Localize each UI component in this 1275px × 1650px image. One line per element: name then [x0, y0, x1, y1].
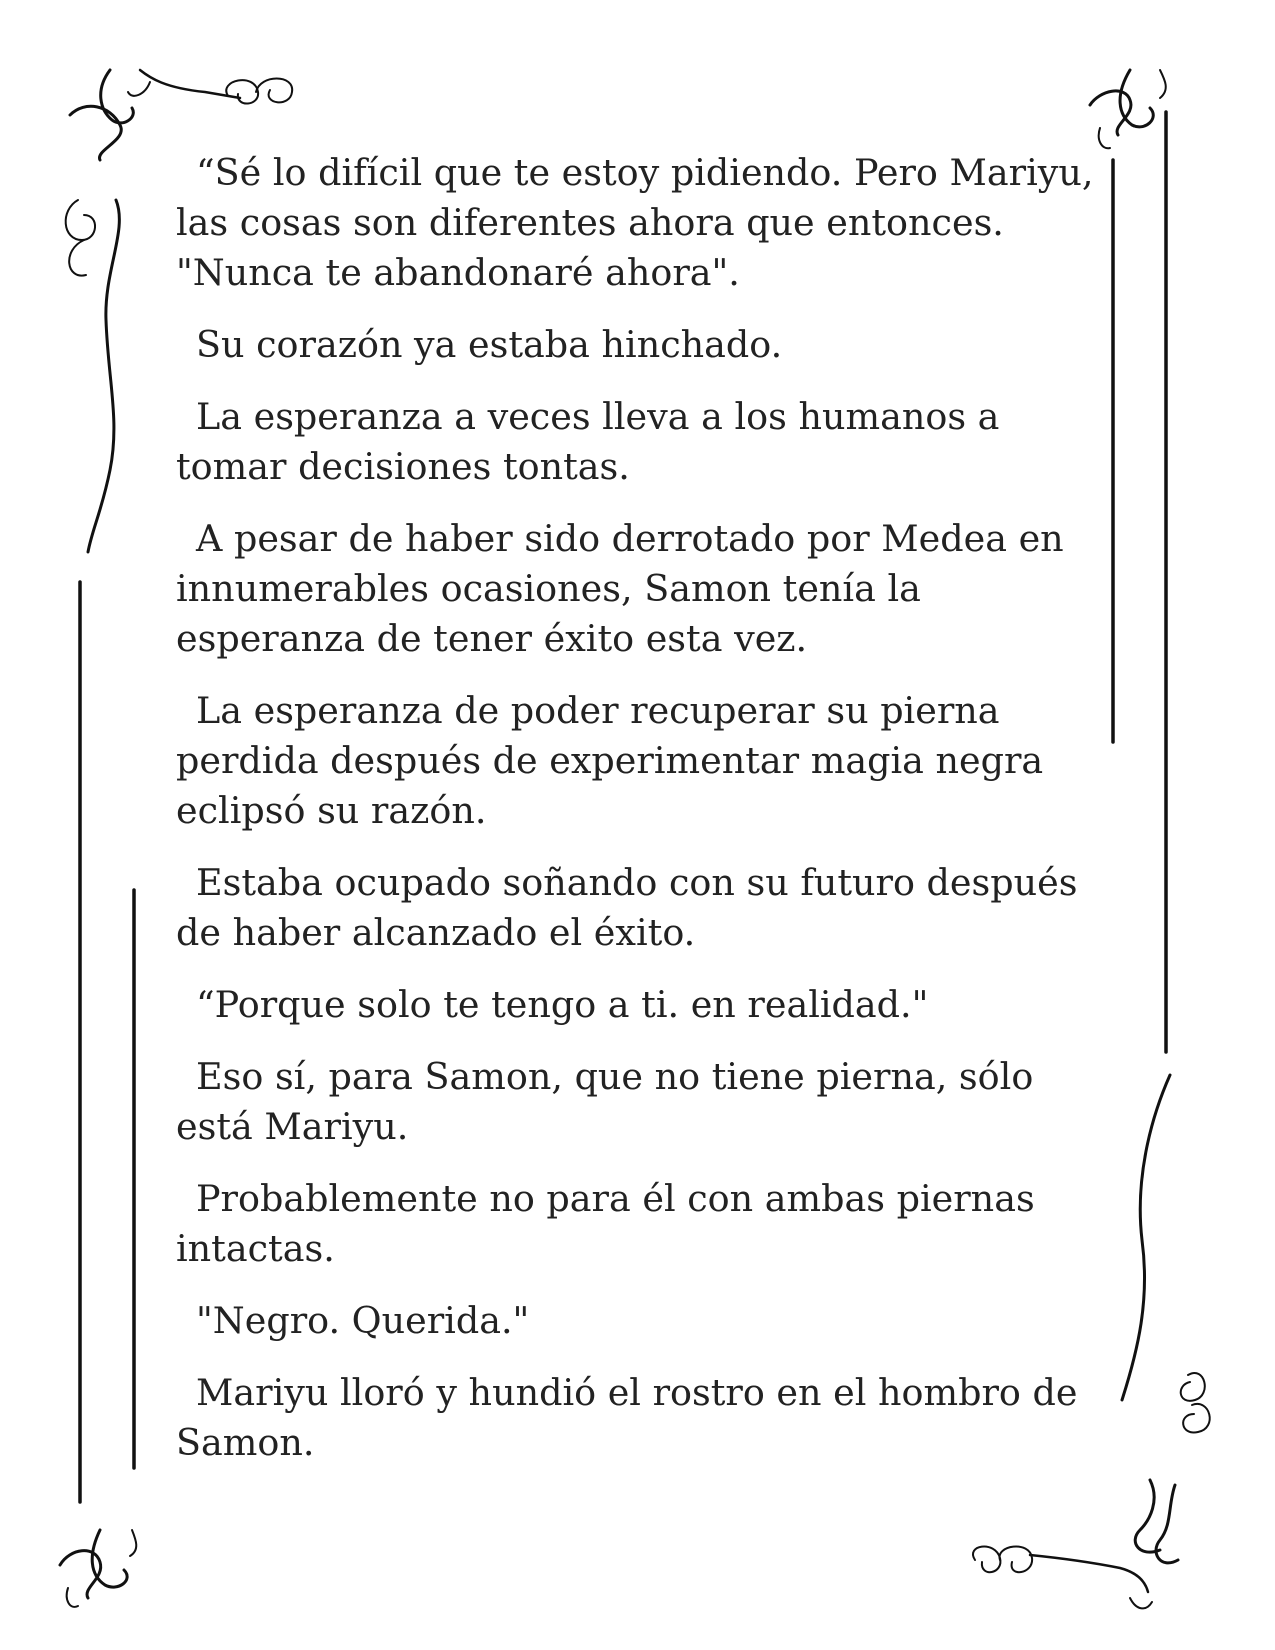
story-text: [176, 148, 1106, 1490]
paragraph-8: Eso sí, para Samon, que no tiene pierna, sólo está Mariyu.: [176, 1055, 1034, 1148]
paragraph-3: La esperanza a veces lleva a los humanos a tomar decisiones tontas.: [176, 395, 1000, 488]
flourish-top-right-icon: [1090, 70, 1166, 148]
paragraph-9: Probablemente no para él con ambas piernas intactas.: [176, 1177, 1035, 1270]
paragraph-11: Mariyu lloró y hundió el rostro en el hombro de Samon.: [176, 1371, 1078, 1464]
paragraph-5: La esperanza de poder recuperar su pierna perdida después de experimentar magia negra eclipsó su razón.: [176, 689, 1044, 832]
paragraph-7: “Porque solo te tengo a ti. en realidad.": [196, 983, 929, 1026]
paragraph-4: A pesar de haber sido derrotado por Medea en innumerables ocasiones, Samon tenía la esperanza de tener éxito esta vez.: [176, 517, 1064, 660]
paragraph-2: Su corazón ya estaba hinchado.: [196, 323, 783, 366]
paragraph-10: "Negro. Querida.": [196, 1299, 530, 1342]
paragraph-6: Estaba ocupado soñando con su futuro después de haber alcanzado el éxito.: [176, 861, 1078, 954]
paragraph-1: “Sé lo difícil que te estoy pidiendo. Pero Mariyu, las cosas son diferentes ahora que entonces. "Nunca te abandonaré ahora".: [176, 151, 1094, 294]
flourish-bottom-left-icon: [60, 1530, 136, 1607]
